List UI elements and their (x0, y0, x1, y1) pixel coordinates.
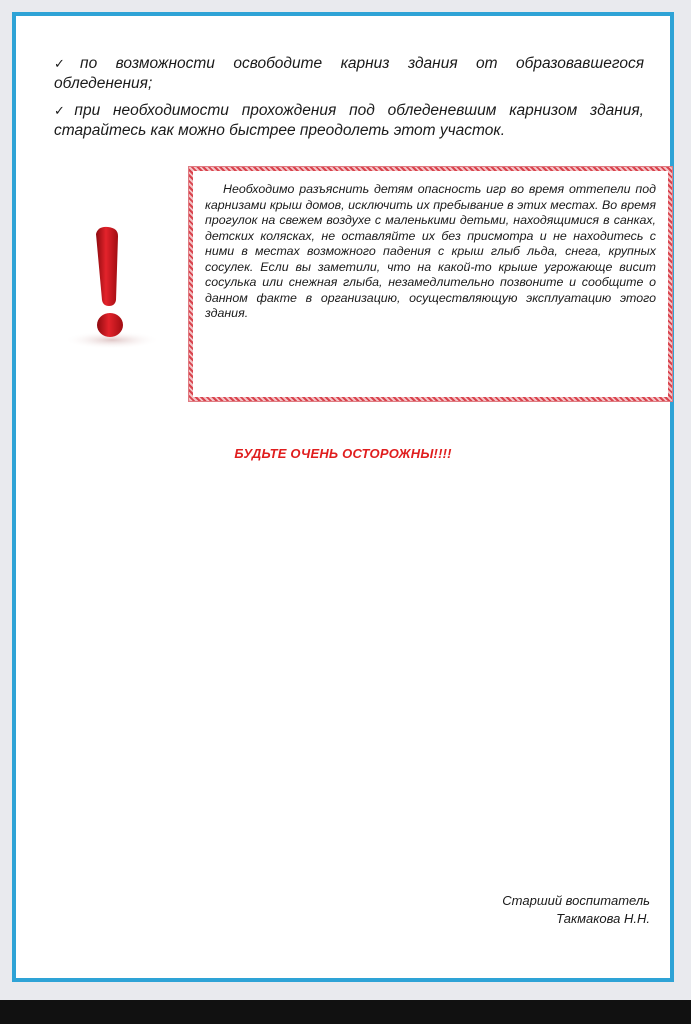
exclamation-mark-icon (54, 212, 164, 352)
list-item (54, 101, 644, 141)
warning-text: Необходимо разъяснить детям опасность игр во время оттепели под карнизами крыш домов, исключить их пребывание в этих местах. Во время прогулок на свежем воздухе с маленькими детьми, находящимися в санках, детских колясках, не оставляйте их без присмотра и не находитесь с ними в местах возможного падения с крыш глыб льда, снега, крупных сосулек. Если вы заметили, что на какой-то крыше угрожающе висит сосулька или снежная глыба, незамедлительно позвоните и сообщите о данном факте в организацию, осуществляющую эксплуатацию этого здания. (205, 182, 656, 320)
list-item-text: при необходимости прохождения под обледеневшим карнизом здания, старайтесь как можно быстрее преодолеть этот участок. (54, 102, 644, 139)
signature-position: Старший воспитатель (502, 893, 650, 908)
signature-name: Такмакова Н.Н. (556, 911, 650, 926)
alert-heading: БУДЬТЕ ОЧЕНЬ ОСТОРОЖНЫ!!!! (234, 446, 452, 461)
checkmark-icon: ✓ (54, 56, 80, 71)
list-item (54, 54, 644, 94)
bottom-bar (0, 1000, 691, 1024)
document-page (12, 12, 674, 982)
warning-box (188, 166, 673, 402)
checkmark-icon: ✓ (54, 103, 74, 118)
signature-block (502, 892, 650, 928)
list-item-text: по возможности освободите карниз здания от образовавшегося обледенения; (54, 55, 644, 92)
safety-tips-list (54, 54, 644, 148)
